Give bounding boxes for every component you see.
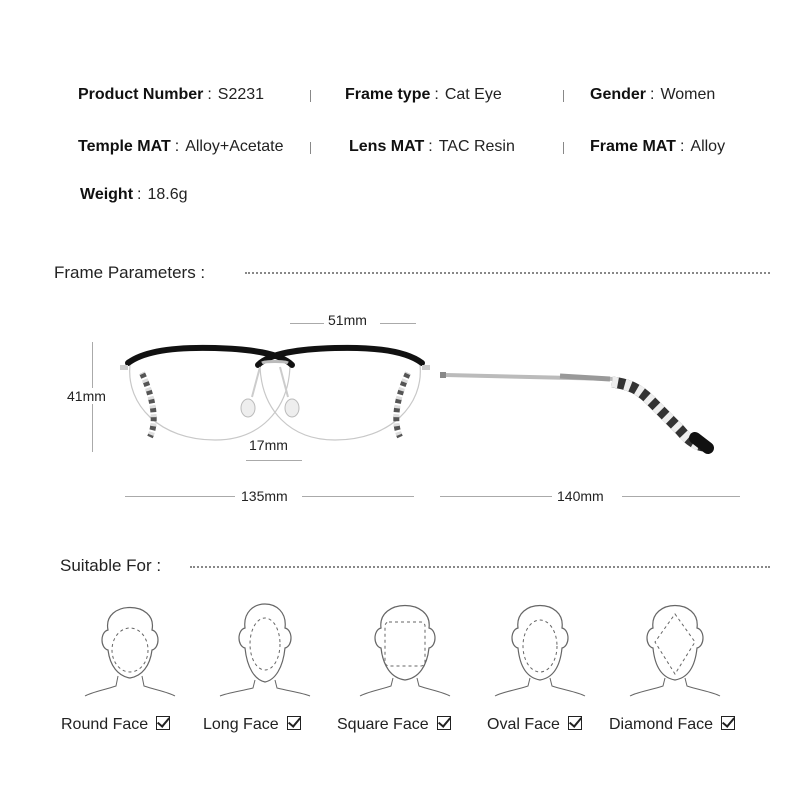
lens-height-label: 41mm <box>67 388 106 404</box>
spec-weight: Weight : 18.6g <box>80 186 188 203</box>
checkbox-checked-icon <box>156 716 170 730</box>
spec-lens-mat: Lens MAT : TAC Resin <box>349 138 515 155</box>
checkbox-checked-icon <box>568 716 582 730</box>
dimension-line <box>302 496 414 497</box>
spec-frame-type: Frame type : Cat Eye <box>345 86 502 103</box>
section-divider <box>245 272 770 274</box>
suitable-for-title: Suitable For : <box>60 556 162 575</box>
diamond-face-option: Diamond Face <box>609 716 735 734</box>
frame-parameters-title: Frame Parameters : <box>54 263 206 282</box>
glasses-side-view <box>440 360 740 455</box>
dimension-line <box>380 323 416 324</box>
checkbox-checked-icon <box>721 716 735 730</box>
bridge-width-label: 17mm <box>249 437 288 453</box>
spec-gender: Gender : Women <box>590 86 716 103</box>
glasses-front-view <box>120 335 430 450</box>
section-divider <box>190 566 770 568</box>
checkbox-checked-icon <box>437 716 451 730</box>
long-face-option: Long Face <box>203 716 301 734</box>
checkbox-checked-icon <box>287 716 301 730</box>
temple-length-label: 140mm <box>557 488 604 504</box>
oval-face-icon <box>490 588 590 698</box>
divider <box>563 90 564 102</box>
divider <box>310 142 311 154</box>
divider <box>310 90 311 102</box>
lens-width-label: 51mm <box>328 312 367 328</box>
square-face-option: Square Face <box>337 716 451 734</box>
spec-frame-mat: Frame MAT : Alloy <box>590 138 726 155</box>
round-face-icon <box>80 588 180 698</box>
dimension-line <box>125 496 235 497</box>
dimension-line <box>440 496 552 497</box>
dimension-line <box>622 496 740 497</box>
oval-face-option: Oval Face <box>487 716 582 734</box>
square-face-icon <box>355 588 455 698</box>
divider <box>563 142 564 154</box>
long-face-icon <box>215 588 315 698</box>
dimension-line <box>290 323 324 324</box>
spec-product-number: Product Number : S2231 <box>78 86 265 103</box>
diamond-face-icon <box>625 588 725 698</box>
spec-temple-mat: Temple MAT : Alloy+Acetate <box>78 138 284 155</box>
frame-width-label: 135mm <box>241 488 288 504</box>
round-face-option: Round Face <box>61 716 170 734</box>
dimension-line <box>246 460 302 461</box>
